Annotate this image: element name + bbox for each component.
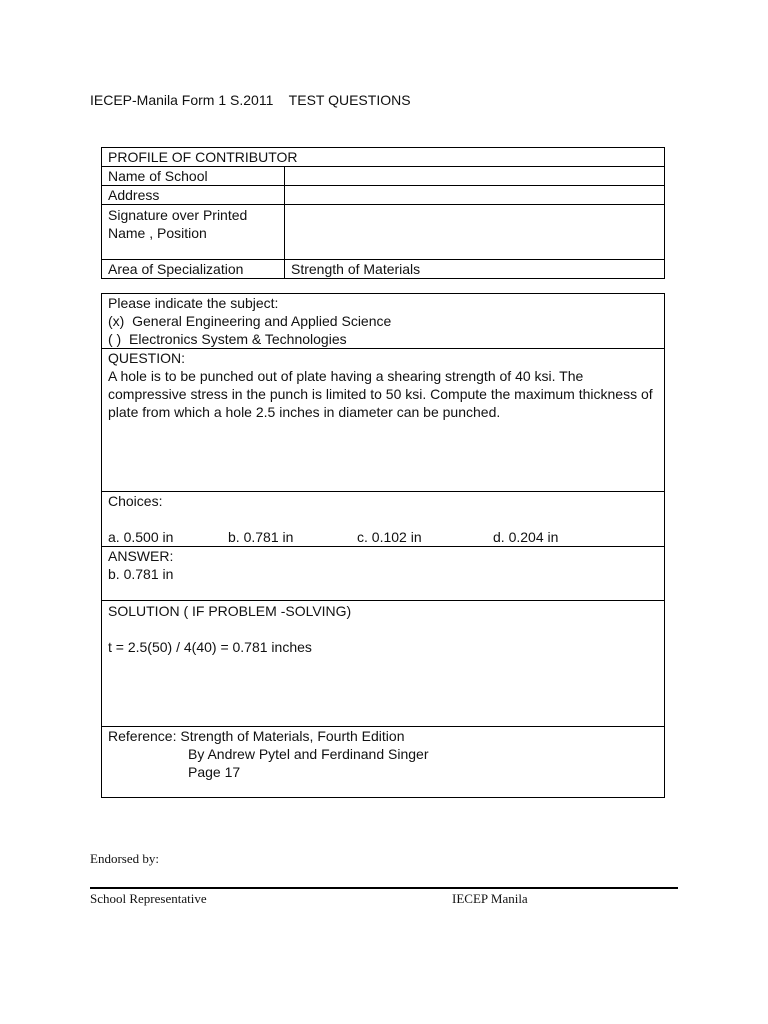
form-header: IECEP-Manila Form 1 S.2011 TEST QUESTIONS (90, 92, 411, 108)
specialization-label: Area of Specialization (102, 260, 285, 279)
question-text: A hole is to be punched out of plate having a shearing strength of 40 ksi. The compressive stress in the punch is limited to 50 ksi. Compute the maximum thickness of plate from which a hole 2.5 inches in diameter can be punched. (108, 368, 653, 420)
signature-label: Signature over Printed Name , Position (102, 205, 285, 260)
subject-option-est: ( ) Electronics System & Technologies (108, 331, 347, 347)
school-name-label: Name of School (102, 167, 285, 186)
choice-d: d. 0.204 in (493, 529, 559, 545)
address-label: Address (102, 186, 285, 205)
subject-prompt: Please indicate the subject: (108, 295, 279, 311)
reference-cell (102, 727, 665, 798)
reference-authors: By Andrew Pytel and Ferdinand Singer (188, 746, 429, 762)
choices-label: Choices: (108, 493, 163, 509)
question-cell (102, 349, 665, 492)
school-name-field (285, 167, 665, 186)
solution-label: SOLUTION ( IF PROBLEM -SOLVING) (108, 603, 352, 619)
subject-option-geas: (x) General Engineering and Applied Science (108, 313, 392, 329)
question-label: QUESTION: (108, 350, 186, 366)
profile-table (101, 147, 665, 279)
choices-list (108, 528, 658, 546)
answer-value: b. 0.781 in (108, 566, 174, 582)
choice-c: c. 0.102 in (357, 529, 422, 545)
school-representative-label: School Representative (90, 891, 207, 906)
address-field (285, 186, 665, 205)
subject-cell (102, 294, 665, 349)
choice-b: b. 0.781 in (228, 529, 294, 545)
choice-a: a. 0.500 in (108, 529, 174, 545)
reference-title: Reference: Strength of Materials, Fourth Edition (108, 728, 405, 744)
specialization-value: Strength of Materials (285, 260, 665, 279)
answer-cell (102, 547, 665, 601)
endorsed-label: Endorsed by: (90, 851, 159, 866)
reference-page: Page 17 (188, 764, 241, 780)
solution-text: t = 2.5(50) / 4(40) = 0.781 inches (108, 639, 312, 655)
solution-cell (102, 601, 665, 727)
iecep-manila-label: IECEP Manila (452, 891, 528, 906)
answer-label: ANSWER: (108, 548, 174, 564)
choices-cell (102, 492, 665, 547)
question-table (101, 293, 665, 798)
signature-field (285, 205, 665, 260)
profile-title: PROFILE OF CONTRIBUTOR (102, 148, 665, 167)
signature-line (90, 887, 678, 889)
